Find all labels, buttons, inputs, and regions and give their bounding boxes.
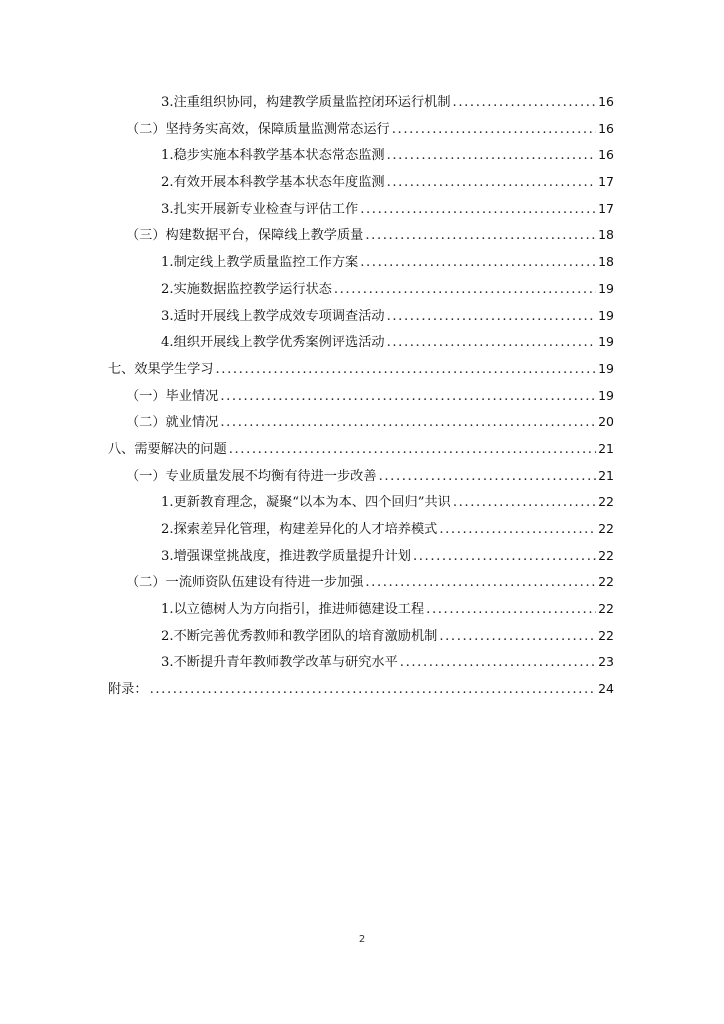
toc-dot-leader [387,330,597,356]
toc-entry-title: 附录： [108,682,148,698]
toc-entry-page: 17 [598,174,614,190]
toc-entry[interactable] [108,516,614,543]
toc-entry-page: 24 [598,681,614,697]
toc-entry-title: 1.以立德树人为方向指引，推进师德建设工程 [161,602,425,618]
toc-entry-page: 23 [598,654,614,670]
toc-entry[interactable] [108,89,614,116]
table-of-contents [108,89,614,703]
toc-dot-leader [400,650,596,676]
toc-entry-page: 18 [598,227,614,243]
toc-entry-title: （二）一流师资队伍建设有待进一步加强 [126,575,364,591]
toc-dot-leader [365,570,596,596]
toc-entry-title: 1.稳步实施本科教学基本状态常态监测 [161,148,385,164]
toc-entry-page: 22 [598,494,614,510]
toc-entry[interactable] [108,329,614,356]
toc-entry-title: 3.适时开展线上教学成效专项调查活动 [161,308,385,324]
toc-entry[interactable] [108,409,614,436]
toc-entry[interactable] [108,596,614,623]
toc-dot-leader [387,170,597,196]
toc-entry-page: 19 [598,280,614,296]
toc-entry[interactable] [108,222,614,249]
toc-dot-leader [453,90,597,116]
toc-entry-title: 七、效果学生学习 [108,361,214,377]
toc-entry[interactable] [108,276,614,303]
toc-entry-page: 22 [598,521,614,536]
toc-entry-title: 1.制定线上教学质量监控工作方案 [161,255,359,271]
toc-entry-page: 19 [598,360,614,376]
toc-dot-leader [453,490,596,516]
toc-dot-leader [426,597,596,623]
toc-entry-title: 3.不断提升青年教师教学改革与研究水平 [161,655,398,671]
toc-entry-page: 22 [598,547,614,563]
toc-entry-page: 19 [598,307,614,323]
toc-entry-title: 2.不断完善优秀教师和教学团队的培育激励机制 [161,628,438,644]
toc-entry-title: （二）就业情况 [126,415,219,431]
toc-entry-page: 19 [598,387,614,403]
toc-entry-title: 2.探索差异化管理，构建差异化的人才培养模式 [161,522,438,537]
toc-dot-leader [216,357,597,383]
toc-entry-page: 21 [598,440,614,456]
toc-entry-page: 16 [598,94,614,109]
toc-dot-leader [439,624,596,650]
toc-entry-title: 1.更新教育理念，凝聚“以本为本、四个回归”共识 [161,495,451,511]
toc-entry[interactable] [108,543,614,570]
toc-entry[interactable] [108,649,614,676]
toc-dot-leader [150,677,597,703]
toc-dot-leader [413,544,596,570]
toc-dot-leader [334,277,596,303]
toc-entry-title: （三）构建数据平台，保障线上教学质量 [126,228,364,244]
toc-entry-title: 4.组织开展线上教学优秀案例评选活动 [161,335,385,351]
toc-dot-leader [439,517,596,543]
toc-entry-page: 22 [598,601,614,617]
toc-entry[interactable] [108,569,614,596]
toc-dot-leader [387,143,597,169]
toc-entry[interactable] [108,169,614,196]
toc-dot-leader [220,384,596,410]
toc-entry-title: 3.扎实开展新专业检查与评估工作 [161,201,359,217]
page-number: 2 [358,934,366,945]
toc-entry-page: 16 [598,147,614,163]
toc-entry-title: 2.有效开展本科教学基本状态年度监测 [161,175,385,191]
toc-entry-title: （一）毕业情况 [126,388,219,404]
toc-entry[interactable] [108,249,614,276]
toc-entry-title: 3.增强课堂挑战度，推进教学质量提升计划 [161,548,411,564]
toc-entry[interactable] [108,303,614,330]
toc-entry-page: 18 [598,254,614,270]
toc-entry[interactable] [108,489,614,516]
toc-entry[interactable] [108,463,614,490]
toc-dot-leader [229,437,596,463]
toc-entry[interactable] [108,356,614,383]
toc-entry-title: 八、需要解决的问题 [108,441,227,457]
toc-dot-leader [387,304,597,330]
toc-entry[interactable] [108,142,614,169]
toc-dot-leader [360,197,596,223]
toc-entry-page: 20 [598,414,614,430]
toc-entry-title: 3.注重组织协同，构建教学质量监控闭环运行机制 [161,95,451,110]
toc-entry-page: 16 [598,120,614,136]
toc-dot-leader [365,223,596,249]
toc-entry-title: （一）专业质量发展不均衡有待进一步改善 [126,468,377,484]
toc-dot-leader [379,464,597,490]
toc-entry-page: 17 [598,200,614,216]
toc-dot-leader [220,410,596,436]
toc-entry-page: 22 [598,574,614,590]
toc-dot-leader [392,117,596,143]
toc-entry-title: 2.实施数据监控教学运行状态 [161,281,332,297]
toc-entry-title: （二）坚持务实高效，保障质量监测常态运行 [126,121,390,137]
toc-entry[interactable] [108,196,614,223]
toc-entry-page: 21 [598,467,614,483]
toc-entry[interactable] [108,676,614,703]
toc-entry[interactable] [108,436,614,463]
toc-entry-page: 19 [598,334,614,350]
toc-entry[interactable] [108,623,614,650]
toc-entry-page: 22 [598,627,614,643]
toc-entry[interactable] [108,116,614,143]
toc-dot-leader [360,250,596,276]
toc-entry[interactable] [108,383,614,410]
